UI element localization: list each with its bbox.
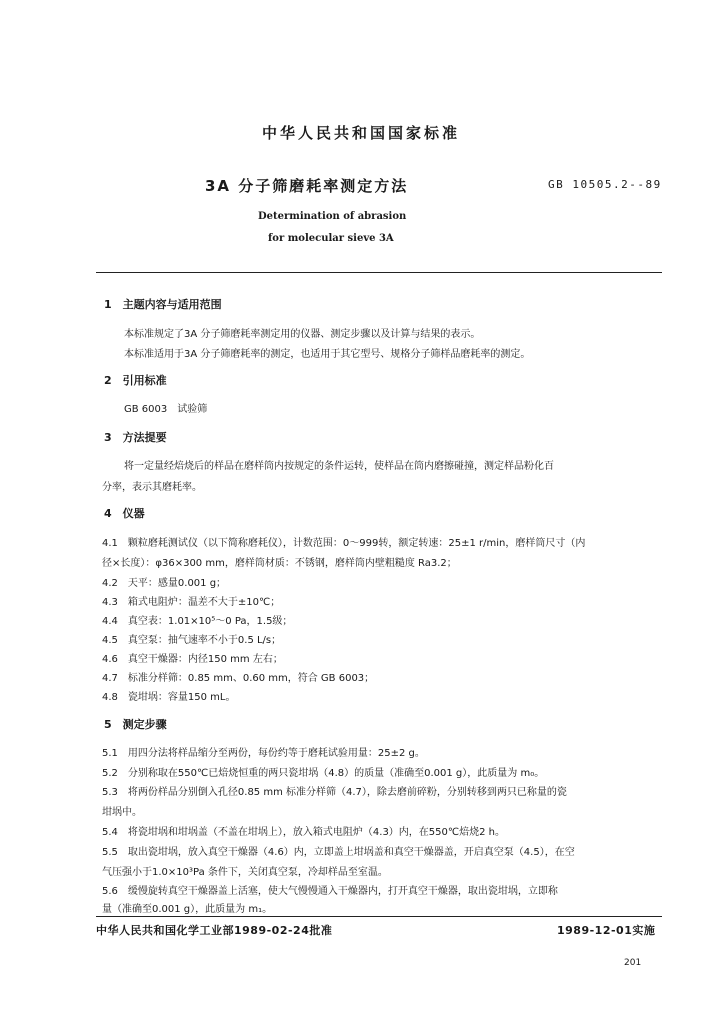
item-5-6-line1: 5.6 缓慢旋转真空干燥器盖上活塞，使大气慢慢通入干燥器内，打开真空干燥器，取出瓷坩埚，立即称 — [102, 886, 558, 897]
top-divider — [96, 272, 662, 273]
item-4-4: 4.4 真空表：1.01×10⁵～0 Pa，1.5级； — [102, 616, 293, 627]
item-4-1-line1: 4.1 颗粒磨耗测试仪（以下简称磨耗仪），计数范围：0～999转，额定转速：25±1 r/min，磨样筒尺寸（内 — [102, 538, 586, 549]
item-5-4: 5.4 将瓷坩埚和坩埚盖（不盖在坩埚上），放入箱式电阻炉（4.3）内，在550℃焙烧2 h。 — [102, 827, 506, 838]
section-3-para-2: 分率，表示其磨耗率。 — [102, 482, 202, 493]
standard-code: GB 10505.2--89 — [548, 178, 662, 191]
section-1-heading: 1 主题内容与适用范围 — [104, 298, 222, 311]
item-5-6-line2: 量（准确至0.001 g），此质量为 m₁。 — [102, 904, 273, 915]
page-number: 201 — [624, 958, 642, 968]
section-2-heading: 2 引用标准 — [104, 374, 167, 387]
item-4-3: 4.3 箱式电阻炉：温差不大于±10℃； — [102, 597, 281, 608]
item-5-1: 5.1 用四分法将样品缩分至两份，每份约等于磨耗试验用量：25±2 g。 — [102, 748, 425, 759]
item-4-7: 4.7 标准分样筛：0.85 mm、0.60 mm，符合 GB 6003； — [102, 673, 375, 684]
english-title-line1: Determination of abrasion — [258, 211, 407, 222]
item-4-1-line2: 径×长度）：φ36×300 mm，磨样筒材质：不锈钢，磨样筒内壁粗糙度 Ra3.2； — [102, 558, 457, 569]
implementation-date: 1989-12-01实施 — [557, 924, 656, 937]
item-5-3-line2: 坩埚中。 — [102, 807, 142, 818]
item-4-5: 4.5 真空泵：抽气速率不小于0.5 L/s； — [102, 635, 282, 646]
document-title: 3A 分子筛磨耗率测定方法 — [205, 177, 409, 195]
section-2-ref: GB 6003 试验筛 — [124, 404, 208, 415]
item-4-6: 4.6 真空干燥器：内径150 mm 左右； — [102, 654, 283, 665]
item-5-2: 5.2 分别称取在550℃已焙烧恒重的两只瓷坩埚（4.8）的质量（准确至0.001 g），此质量为 m₀。 — [102, 768, 545, 779]
item-5-5-line2: 气压强小于1.0×10³Pa 条件下，关闭真空泵，冷却样品至室温。 — [102, 867, 388, 878]
approval-line: 中华人民共和国化学工业部1989-02-24批准 — [96, 924, 333, 937]
section-1-para-2: 本标准适用于3A 分子筛磨耗率的测定，也适用于其它型号、规格分子筛样品磨耗率的测定。 — [124, 349, 531, 360]
section-4-heading: 4 仪器 — [104, 507, 145, 520]
bottom-divider — [96, 916, 662, 917]
section-5-heading: 5 测定步骤 — [104, 718, 167, 731]
english-title-line2: for molecular sieve 3A — [268, 233, 394, 244]
item-4-2: 4.2 天平：感量0.001 g； — [102, 578, 227, 589]
section-1-para-1: 本标准规定了3A 分子筛磨耗率测定用的仪器、测定步骤以及计算与结果的表示。 — [124, 329, 481, 340]
item-5-5-line1: 5.5 取出瓷坩埚，放入真空干燥器（4.6）内，立即盖上坩埚盖和真空干燥器盖，开启真空泵（4.5），在空 — [102, 847, 575, 858]
item-5-3-line1: 5.3 将两份样品分别倒入孔径0.85 mm 标准分样筛（4.7），除去磨前碎粉，分别转移到两只已称量的瓷 — [102, 787, 567, 798]
section-3-heading: 3 方法提要 — [104, 431, 167, 444]
standard-org-header: 中华人民共和国国家标准 — [261, 124, 460, 142]
item-4-8: 4.8 瓷坩埚：容量150 mL。 — [102, 692, 236, 703]
section-3-para-1: 将一定量经焙烧后的样品在磨样筒内按规定的条件运转，使样品在筒内磨擦碰撞，测定样品粉化百 — [124, 461, 554, 472]
